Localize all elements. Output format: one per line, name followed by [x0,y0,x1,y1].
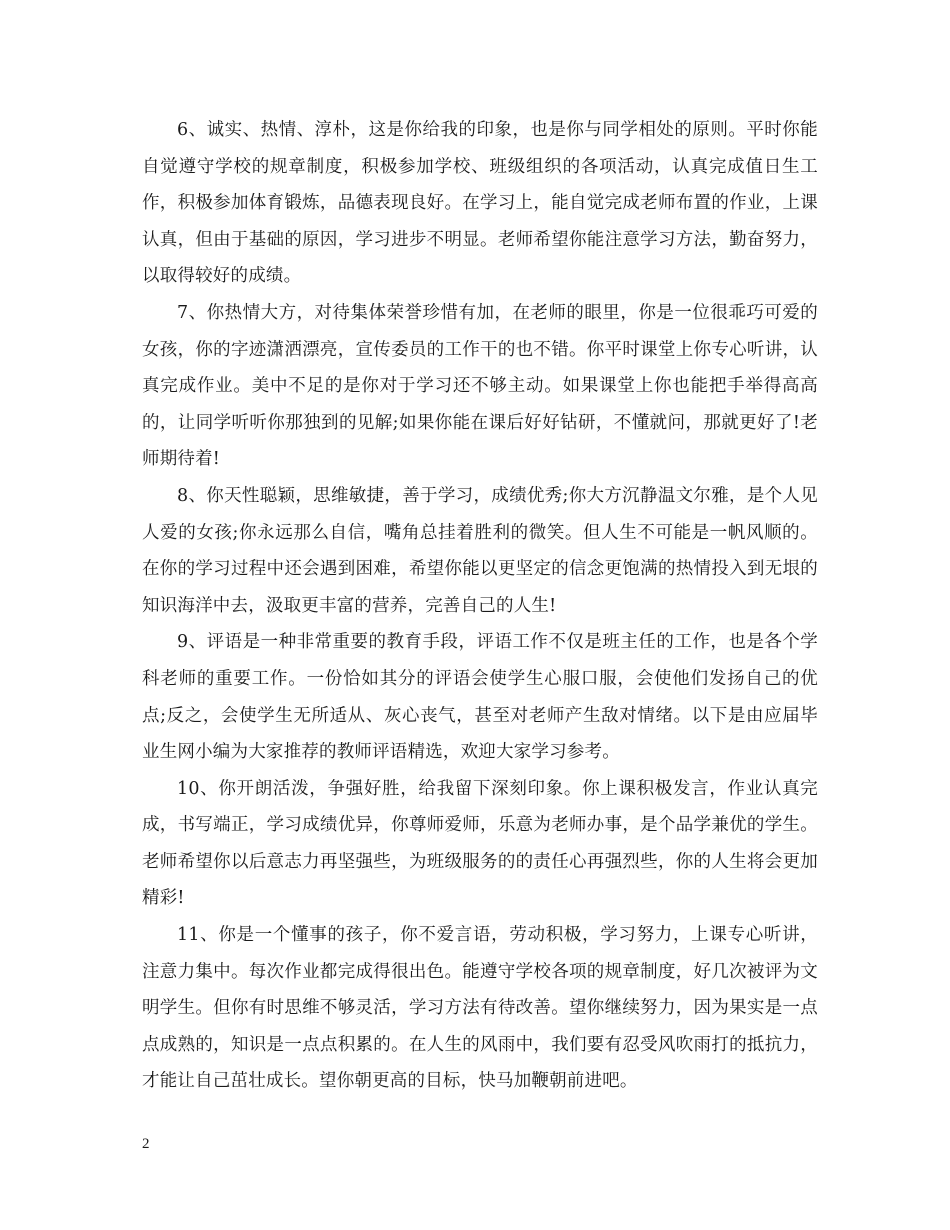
paragraph-10: 10、你开朗活泼，争强好胜，给我留下深刻印象。你上课积极发言，作业认真完成，书写端正，学习成绩优异，你尊师爱师，乐意为老师办事，是个品学兼优的学生。老师希望你以后意志力再坚强些，为班级服务的的责任心再强烈些，你的人生将会更加精彩! [142,778,818,909]
paragraph-6: 6、诚实、热情、淳朴，这是你给我的印象，也是你与同学相处的原则。平时你能自觉遵守学校的规章制度，积极参加学校、班级组织的各项活动，认真完成值日生工作，积极参加体育锻炼，品德表现良好。在学习上，能自觉完成老师布置的作业，上课认真，但由于基础的原因，学习进步不明显。老师希望你能注意学习方法，勤奋努力，以取得较好的成绩。 [142,120,818,287]
paragraph-8: 8、你天性聪颖，思维敏捷，善于学习，成绩优秀;你大方沉静温文尔雅，是个人见人爱的女孩;你永远那么自信，嘴角总挂着胜利的微笑。但人生不可能是一帆风顺的。在你的学习过程中还会遇到困难，希望你能以更坚定的信念更饱满的热情投入到无垠的知识海洋中去，汲取更丰富的营养，完善自己的人生! [142,485,818,616]
paragraph-7: 7、你热情大方，对待集体荣誉珍惜有加，在老师的眼里，你是一位很乖巧可爱的女孩，你的字迹潇洒漂亮，宣传委员的工作干的也不错。你平时课堂上你专心听讲，认真完成作业。美中不足的是你对于学习还不够主动。如果课堂上你也能把手举得高高的，让同学听听你那独到的见解;如果你能在课后好好钻研，不懂就问，那就更好了!老师期待着! [142,302,818,470]
paragraph-9: 9、评语是一种非常重要的教育手段，评语工作不仅是班主任的工作，也是各个学科老师的重要工作。一份恰如其分的评语会使学生心服口服，会使他们发扬自己的优点;反之，会使学生无所适从、灰心丧气，甚至对老师产生敌对情绪。以下是由应届毕业生网小编为大家推荐的教师评语精选，欢迎大家学习参考。 [142,632,818,763]
page-number: 2 [142,1136,150,1152]
paragraph-11: 11、你是一个懂事的孩子，你不爱言语，劳动积极，学习努力，上课专心听讲，注意力集中。每次作业都完成得很出色。能遵守学校各项的规章制度，好几次被评为文明学生。但你有时思维不够灵活，学习方法有待改善。望你继续努力，因为果实是一点点成熟的，知识是一点点积累的。在人生的风雨中，我们要有忍受风吹雨打的抵抗力，才能让自己茁壮成长。望你朝更高的目标，快马加鞭朝前进吧。 [142,925,818,1092]
document-body [142,112,818,1100]
